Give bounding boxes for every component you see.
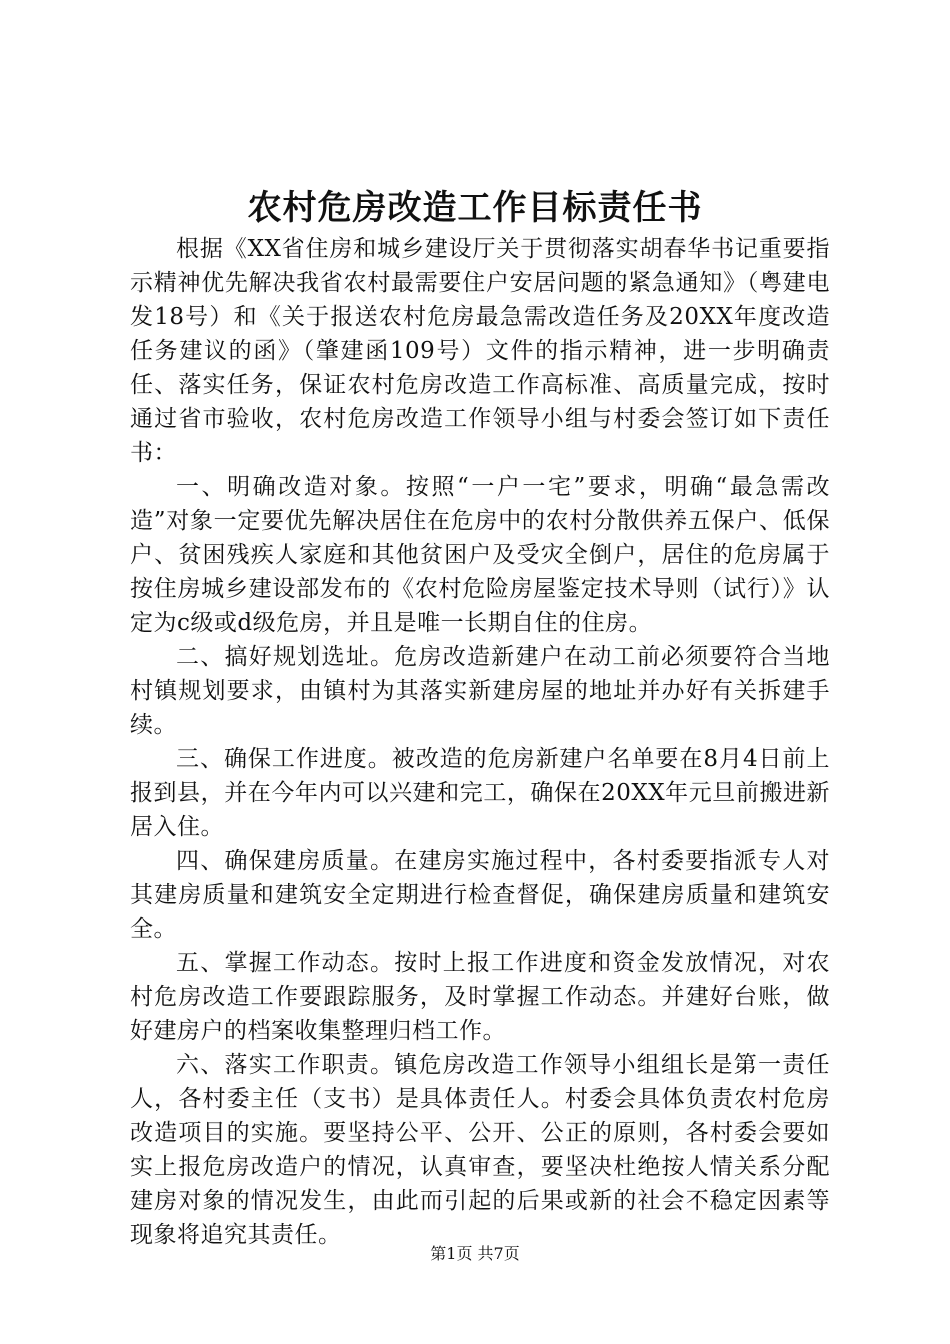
clause-5-paragraph: 五、掌握工作动态。按时上报工作进度和资金发放情况，对农村危房改造工作要跟踪服务，及时掌握工作动态。并建好台账，做好建房户的档案收集整理归档工作。 bbox=[130, 950, 830, 1044]
document-body bbox=[130, 232, 830, 1252]
clause-3-paragraph: 三、确保工作进度。被改造的危房新建户名单要在8月4日前上报到县，并在今年内可以兴建和完工，确保在20XX年元旦前搬进新居入住。 bbox=[130, 746, 830, 840]
intro-paragraph: 根据《XX省住房和城乡建设厅关于贯彻落实胡春华书记重要指示精神优先解决我省农村最需要住户安居问题的紧急通知》（粤建电发18号）和《关于报送农村危房最急需改造任务及20XX年度改造任务建议的函》（肇建函109号）文件的指示精神，进一步明确责任、落实任务，保证农村危房改造工作高标准、高质量完成，按时通过省市验收，农村危房改造工作领导小组与村委会签订如下责任书： bbox=[130, 236, 830, 466]
clause-6-paragraph: 六、落实工作职责。镇危房改造工作领导小组组长是第一责任人，各村委主任（支书）是具体责任人。村委会具体负责农村危房改造项目的实施。要坚持公平、公开、公正的原则，各村委会要如实上报危房改造户的情况，认真审查，要坚决杜绝按人情关系分配建房对象的情况发生，由此而引起的后果或新的社会不稳定因素等现象将追究其责任。 bbox=[130, 1052, 830, 1248]
clause-1-paragraph: 一、明确改造对象。按照“一户一宅”要求，明确“最急需改造”对象一定要优先解决居住在危房中的农村分散供养五保户、低保户、贫困残疾人家庭和其他贫困户及受灾全倒户，居住的危房属于按住房城乡建设部发布的《农村危险房屋鉴定技术导则（试行）》认定为c级或d级危房，并且是唯一长期自住的住房。 bbox=[130, 474, 830, 636]
clause-4-paragraph: 四、确保建房质量。在建房实施过程中，各村委要指派专人对其建房质量和建筑安全定期进行检查督促，确保建房质量和建筑安全。 bbox=[130, 848, 830, 942]
document-title: 农村危房改造工作目标责任书 bbox=[247, 188, 703, 228]
page-number-footer: 第1页 共7页 bbox=[430, 1244, 520, 1263]
clause-2-paragraph: 二、搞好规划选址。危房改造新建户在动工前必须要符合当地村镇规划要求，由镇村为其落实新建房屋的地址并办好有关拆建手续。 bbox=[130, 644, 830, 738]
